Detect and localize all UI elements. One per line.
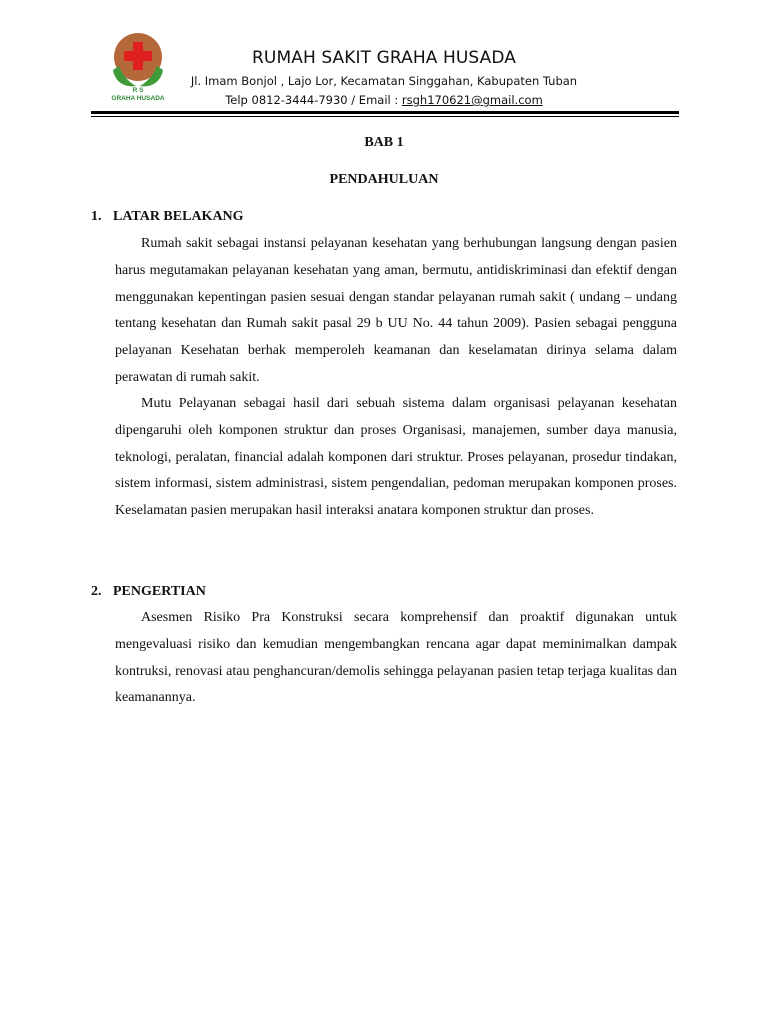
- section-title: LATAR BELAKANG: [113, 209, 244, 224]
- hospital-logo-icon: [101, 30, 175, 106]
- hospital-address: Jl. Imam Bonjol , Lajo Lor, Kecamatan Singgahan, Kabupaten Tuban: [190, 74, 578, 88]
- section-heading-pengertian: [91, 584, 206, 600]
- section-heading-latar-belakang: [91, 209, 244, 225]
- chapter-subtitle: PENDAHULUAN: [329, 172, 439, 187]
- logo-rs-text: R S: [132, 87, 144, 94]
- section-number: 1.: [91, 209, 102, 224]
- hospital-name: RUMAH SAKIT GRAHA HUSADA: [252, 48, 516, 68]
- letterhead-divider-thin: [91, 116, 679, 117]
- chapter-title: BAB 1: [364, 135, 404, 150]
- paragraph: Rumah sakit sebagai instansi pelayanan kesehatan yang berhubungan langsung dengan pasien harus megutamakan pelayanan kesehatan yang aman, bermutu, antidiskriminasi dan efektif dengan menggunakan kepentingan pasien sesuai dengan standar pelayanan rumah sakit ( undang – undang tentang kesehatan dan Rumah sakit pasal 29 b UU No. 44 tahun 2009). Pasien sebagai pengguna pelayanan Kesehatan berhak memperoleh keamanan dan keselamatan dirinya selama dalam perawatan di rumah sakit.: [115, 236, 677, 385]
- paragraph: Asesmen Risiko Pra Konstruksi secara komprehensif dan proaktif digunakan untuk mengevaluasi risiko dan kemudian mengembangkan rencana agar dapat meminimalkan dampak kontruksi, renovasi atau penghancuran/demolis sehingga pelayanan pasien tetap terjaga kualitas dan keamanannya.: [115, 610, 677, 706]
- letterhead-divider-thick: [91, 111, 679, 114]
- paragraph: Mutu Pelayanan sebagai hasil dari sebuah sistema dalam organisasi pelayanan kesehatan dipengaruhi oleh komponen struktur dan proses Organisasi, manajemen, sumber daya manusia, teknologi, peralatan, financial adalah komponen dari struktur. Proses pelayanan, prosedur tindakan, sistem informasi, sistem administrasi, sistem pengendalian, pedoman merupakan komponen proses. Keselamatan pasien merupakan hasil interaksi anatara komponen struktur dan proses.: [115, 396, 677, 519]
- section-title: PENGERTIAN: [113, 584, 206, 599]
- contact-phone: Telp 0812-3444-7930 / Email :: [225, 93, 402, 107]
- contact-email-link[interactable]: rsgh170621@gmail.com: [401, 93, 543, 107]
- logo-name-text: GRAHA HUSADA: [111, 95, 165, 102]
- section-number: 2.: [91, 584, 102, 599]
- hospital-contact: [180, 93, 588, 107]
